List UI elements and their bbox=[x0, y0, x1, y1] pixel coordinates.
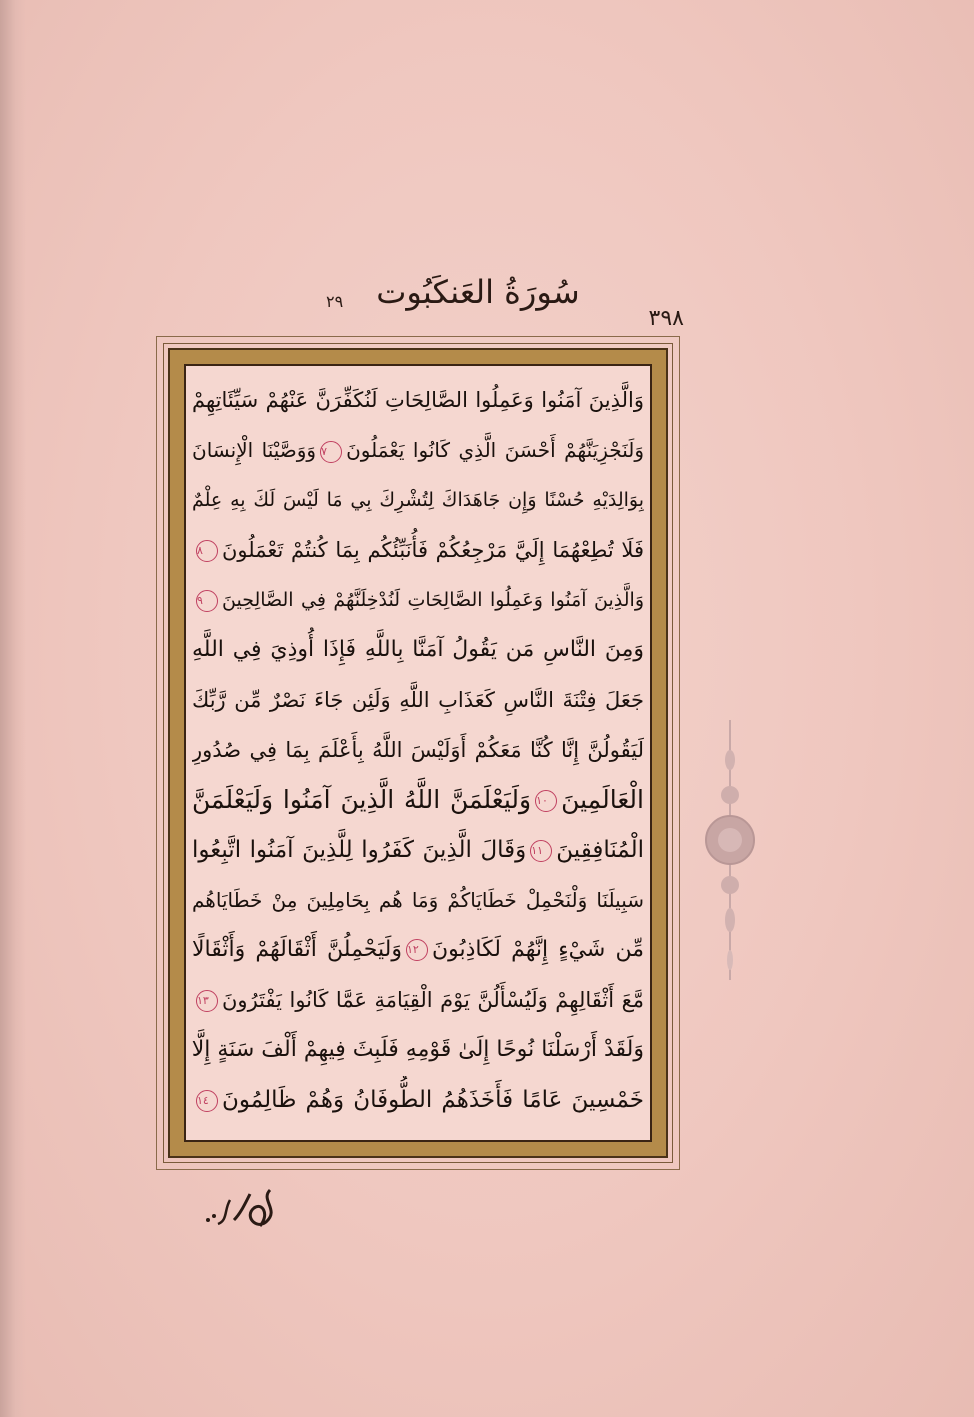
margin-ornament bbox=[700, 720, 760, 980]
verse-line bbox=[192, 776, 644, 824]
verse-line bbox=[192, 726, 644, 774]
verse-text: مِّن شَيْءٍ إِنَّهُمْ لَكَاذِبُونَ bbox=[431, 937, 644, 962]
calligrapher-signature bbox=[200, 1180, 290, 1240]
surah-number: ٢٩ bbox=[326, 292, 344, 311]
verse-line bbox=[192, 876, 644, 924]
verse-line bbox=[192, 376, 644, 424]
verse-line bbox=[192, 826, 644, 874]
verse-text-continued: وَوَصَّيْنَا الْإِنسَانَ bbox=[192, 438, 317, 462]
verse-text: لَيَقُولُنَّ إِنَّا كُنَّا مَعَكُمْ أَوَلَيْسَ اللَّهُ بِأَعْلَمَ بِمَا فِي صُدُورِ bbox=[192, 738, 644, 762]
ayah-number-marker: ١٣ bbox=[196, 990, 218, 1012]
binding-shadow bbox=[0, 0, 26, 1417]
verse-text-continued: وَلَيَحْمِلُنَّ أَثْقَالَهُمْ وَأَثْقَالًا bbox=[192, 937, 402, 962]
verse-line bbox=[192, 526, 644, 574]
verse-text: الْمُنَافِقِينَ bbox=[556, 837, 644, 863]
verse-text: وَلَقَدْ أَرْسَلْنَا نُوحًا إِلَىٰ قَوْمِهِ فَلَبِثَ فِيهِمْ أَلْفَ سَنَةٍ إِلَّا bbox=[192, 1037, 644, 1062]
ayah-number-marker: ١٢ bbox=[406, 939, 428, 961]
verse-line bbox=[192, 1026, 644, 1074]
text-panel bbox=[192, 376, 644, 1128]
verse-text: وَمِنَ النَّاسِ مَن يَقُولُ آمَنَّا بِاللَّهِ فَإِذَا أُوذِيَ فِي اللَّهِ bbox=[192, 637, 644, 662]
ayah-number-marker: ١١ bbox=[530, 840, 552, 862]
ayah-number-marker: ١٠ bbox=[535, 790, 557, 812]
page-number: ٣٩٨ bbox=[648, 306, 684, 331]
ayah-number-marker: ٧ bbox=[320, 441, 342, 463]
verse-text: بِوَالِدَيْهِ حُسْنًا وَإِن جَاهَدَاكَ لِتُشْرِكَ بِي مَا لَيْسَ لَكَ بِهِ عِلْمٌ bbox=[192, 489, 644, 511]
verse-text: سَبِيلَنَا وَلْنَحْمِلْ خَطَايَاكُمْ وَمَا هُم بِحَامِلِينَ مِنْ خَطَايَاهُم bbox=[192, 888, 644, 912]
page-header bbox=[168, 272, 684, 338]
verse-text: خَمْسِينَ عَامًا فَأَخَذَهُمُ الطُّوفَانُ وَهُمْ ظَالِمُونَ bbox=[222, 1087, 644, 1113]
verse-text: فَلَا تُطِعْهُمَا إِلَيَّ مَرْجِعُكُمْ فَأُنَبِّئُكُم بِمَا كُنتُمْ تَعْمَلُونَ bbox=[222, 538, 644, 562]
verse-text: وَالَّذِينَ آمَنُوا وَعَمِلُوا الصَّالِحَاتِ لَنُكَفِّرَنَّ عَنْهُمْ سَيِّئَاتِهِمْ bbox=[192, 388, 644, 412]
verse-text: وَلَنَجْزِيَنَّهُمْ أَحْسَنَ الَّذِي كَانُوا يَعْمَلُونَ bbox=[346, 438, 644, 462]
verse-line bbox=[192, 976, 644, 1024]
verse-text: مَّعَ أَثْقَالِهِمْ وَلَيُسْأَلُنَّ يَوْمَ الْقِيَامَةِ عَمَّا كَانُوا يَفْتَرُونَ bbox=[222, 988, 644, 1012]
verse-line bbox=[192, 476, 644, 524]
verse-text: وَالَّذِينَ آمَنُوا وَعَمِلُوا الصَّالِحَاتِ لَنُدْخِلَنَّهُمْ فِي الصَّالِحِينَ bbox=[222, 589, 644, 611]
verse-line bbox=[192, 626, 644, 674]
verse-text: الْعَالَمِينَ bbox=[561, 785, 644, 814]
ayah-number-marker: ٨ bbox=[196, 540, 218, 562]
verse-text-continued: وَقَالَ الَّذِينَ كَفَرُوا لِلَّذِينَ آمَنُوا اتَّبِعُوا bbox=[192, 837, 527, 863]
verse-line bbox=[192, 1076, 644, 1124]
verse-text-continued: وَلَيَعْلَمَنَّ اللَّهُ الَّذِينَ آمَنُوا وَلَيَعْلَمَنَّ bbox=[192, 785, 532, 814]
verse-line bbox=[192, 926, 644, 974]
verse-text: جَعَلَ فِتْنَةَ النَّاسِ كَعَذَابِ اللَّهِ وَلَئِن جَاءَ نَصْرٌ مِّن رَّبِّكَ bbox=[192, 688, 644, 712]
verse-line bbox=[192, 676, 644, 724]
ayah-number-marker: ٩ bbox=[196, 590, 218, 612]
verse-line bbox=[192, 426, 644, 474]
verse-line bbox=[192, 576, 644, 624]
ayah-number-marker: ١٤ bbox=[196, 1090, 218, 1112]
surah-title: سُورَةُ العَنكَبُوت bbox=[376, 273, 580, 311]
